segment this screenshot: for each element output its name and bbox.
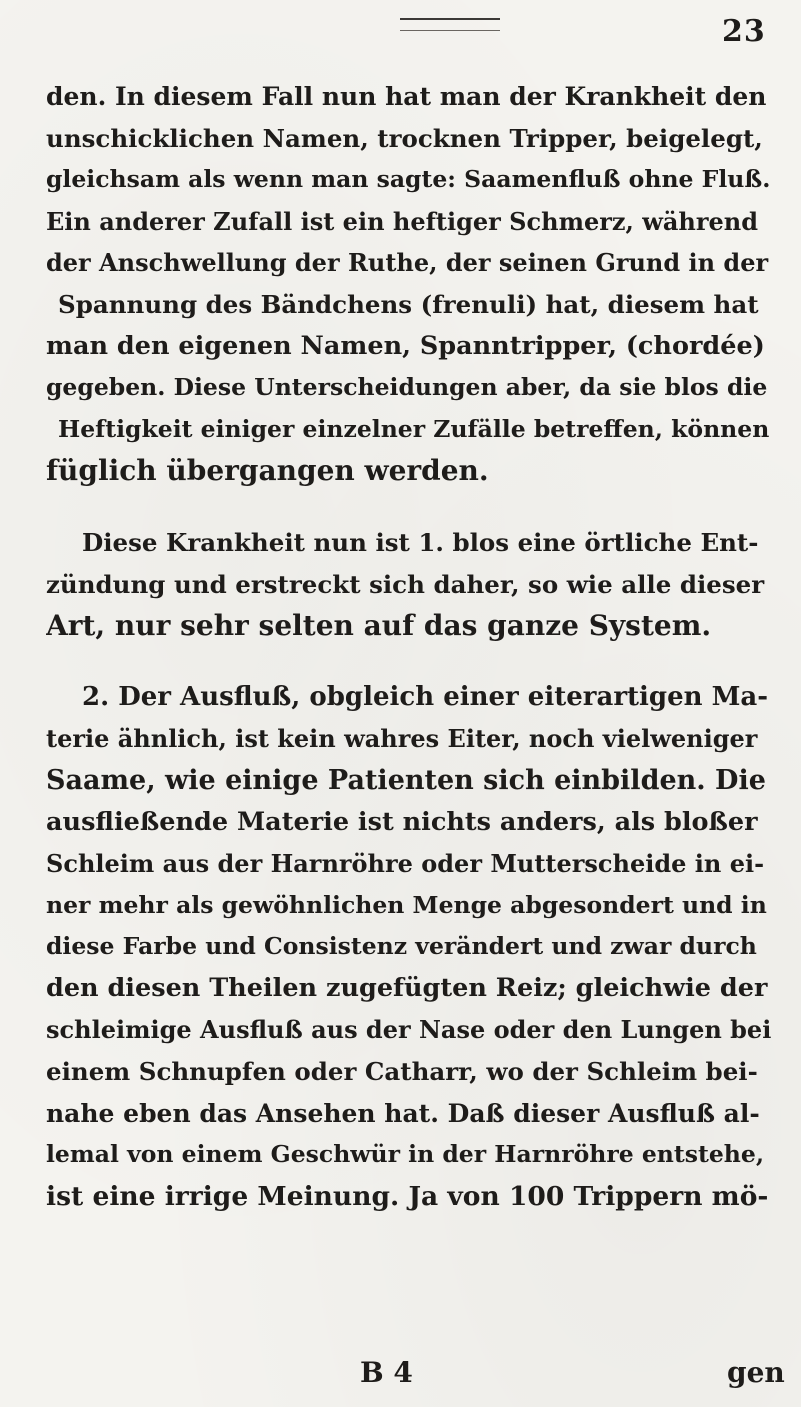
- paragraph-gap: [46, 647, 771, 677]
- body-text: [46, 76, 771, 1217]
- text-line: ist eine irrige Meinung. Ja von 100 Trippern mö-: [46, 1180, 769, 1212]
- text-line: den diesen Theilen zugefügten Reiz; gleichwie der: [46, 972, 768, 1003]
- text-line: man den eigenen Namen, Spanntripper, (chordée): [46, 330, 765, 361]
- text-line: zündung und erstreckt sich daher, so wie alle dieser: [46, 569, 765, 599]
- text-line: Schleim aus der Harnröhre oder Mutterscheide in ei-: [46, 849, 765, 879]
- text-line: Diese Krankheit nun ist 1. blos eine örtliche Ent-: [82, 527, 759, 557]
- text-line: einem Schnupfen oder Catharr, wo der Schleim bei-: [46, 1057, 758, 1087]
- text-line: der Anschwellung der Ruthe, der seinen Grund in der: [46, 248, 769, 278]
- text-line: ausfließende Materie ist nichts anders, als bloßer: [46, 806, 758, 837]
- text-line: Art, nur sehr selten auf das ganze System.: [46, 609, 712, 643]
- text-line: gegeben. Diese Unterscheidungen aber, da sie blos die: [46, 373, 768, 402]
- text-line: schleimige Ausfluß aus der Nase oder den Lungen bei: [46, 1015, 771, 1045]
- header-rule: [400, 18, 500, 31]
- text-line: ner mehr als gewöhnlichen Menge abgesondert und in: [46, 890, 767, 919]
- text-line: unschicklichen Namen, trocknen Tripper, beigelegt,: [46, 123, 763, 153]
- text-line: Saame, wie einige Patienten sich einbilden. Die: [46, 764, 766, 796]
- text-line: terie ähnlich, ist kein wahres Eiter, noch vielweniger: [46, 724, 758, 754]
- catchword: gen: [727, 1356, 785, 1389]
- text-line: füglich übergangen werden.: [46, 454, 489, 488]
- text-line: lemal von einem Geschwür in der Harnröhre entstehe,: [46, 1140, 765, 1169]
- text-line: gleichsam als wenn man sagte: Saamenfluß ohne Fluß.: [46, 165, 771, 194]
- text-line: diese Farbe und Consistenz verändert und zwar durch: [46, 932, 757, 961]
- text-line: Spannung des Bändchens (frenuli) hat, diesem hat: [58, 289, 759, 319]
- signature-mark: B 4: [360, 1356, 413, 1389]
- text-line: Heftigkeit einiger einzelner Zufälle betreffen, können: [58, 414, 770, 443]
- paragraph-gap: [46, 492, 771, 522]
- text-line: 2. Der Ausfluß, obgleich einer eiterartigen Ma-: [82, 681, 769, 712]
- text-line: den. In diesem Fall nun hat man der Krankheit den: [46, 82, 767, 111]
- page-number: 23: [722, 14, 766, 49]
- text-line: nahe eben das Ansehen hat. Daß dieser Ausfluß al-: [46, 1098, 760, 1128]
- text-line: Ein anderer Zufall ist ein heftiger Schmerz, während: [46, 206, 759, 236]
